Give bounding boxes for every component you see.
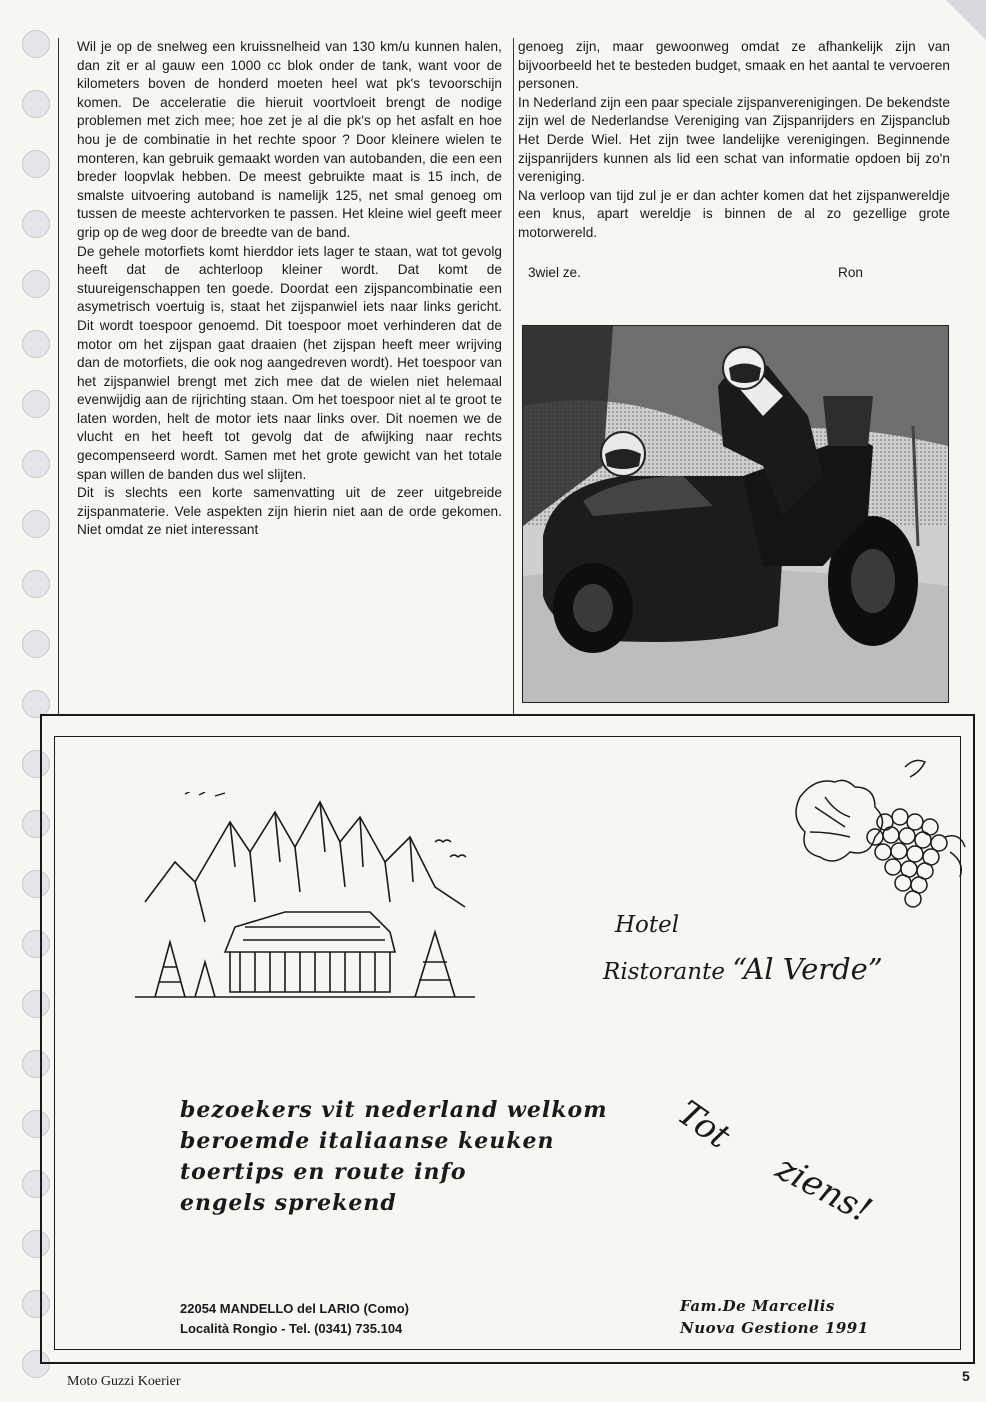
article-author: Ron — [838, 264, 863, 280]
owners-line: Nuova Gestione 1991 — [680, 1319, 869, 1337]
article-paragraph: Dit is slechts een korte samenvatting uit de zeer uitgebreide zijspanmaterie. Vele aspekten zijn hierin niet aan de orde gekomen. Niet omdat ze niet interessant — [77, 485, 502, 538]
photo-caption: 3wiel ze. — [528, 264, 581, 280]
punch-hole — [22, 90, 50, 118]
welcome-line: bezoekers vit nederland welkom — [180, 1097, 608, 1123]
advertisement-frame — [54, 736, 961, 1350]
address-line: Località Rongio - Tel. (0341) 735.104 — [180, 1321, 403, 1336]
hotel-owners — [680, 1295, 869, 1339]
article-paragraph: Na verloop van tijd zul je er dan achter komen dat het zijspanwereldje een knus, apart wereldje is binnen de al zo gezellige grote motorwereld. — [518, 187, 950, 240]
sidecar-photo-illustration — [523, 326, 948, 702]
article-paragraph: Wil je op de snelweg een kruissnelheid van 130 km/u kunnen halen, dan zit er al gauw een 1000 cc blok onder de tank, want voor de kilometers boven de honderd moeten heel wat pk's tevoorschijn komen. De acceleratie die hieruit voortvloeit brengt de nodige problemen met zich mee; hoe zet je al die pk's op het asfalt en hoe hou je de combinatie in het rechte spoor ? Door kleinere wielen te monteren, kan gebruik gemaakt worden van autobanden, die een een breder loopvlak hebben. De meest gebruikte maat is 15 inch, de smalste uitvoering autoband is namelijk 125, net smal genoeg om tussen de meeste achtervorken te passen. Het kleine wiel geeft meer grip op de weg door de breedte van de band. — [77, 39, 502, 240]
grapes-icon — [775, 737, 975, 937]
mountain-lodge-illustration — [135, 792, 475, 1002]
punch-hole — [22, 150, 50, 178]
owners-line: Fam.De Marcellis — [680, 1297, 835, 1315]
hotel-address — [180, 1299, 409, 1339]
article-paragraph: genoeg zijn, maar gewoonweg omdat ze afhankelijk zijn van bijvoorbeeld het te besteden budget, smaak en het aantal te vervoeren personen. — [518, 39, 950, 92]
punch-hole — [22, 570, 50, 598]
magazine-name: Moto Guzzi Koerier — [67, 1374, 181, 1389]
punch-hole — [22, 270, 50, 298]
article-paragraph: In Nederland zijn een paar speciale zijspanverenigingen. De bekendste zijn wel de Nederlandse Vereniging van Zijspanrijders en Zijspanclub Het Derde Wiel. Het zijn twee landelijke verenigingen. Beginnende zijspanrijders kunnen als lid een schat van informatie opdoen bij zo'n vereniging. — [518, 94, 950, 185]
page-corner-fold — [946, 0, 986, 40]
welcome-line: engels sprekend — [180, 1190, 397, 1216]
restaurant-title: “Al Verde” — [732, 952, 883, 986]
punch-hole — [22, 210, 50, 238]
restaurant-prefix: Ristorante — [603, 959, 725, 985]
punch-hole — [22, 630, 50, 658]
welcome-lines — [180, 1095, 607, 1219]
tot-ziens-slogan — [670, 1093, 973, 1263]
punch-hole — [22, 330, 50, 358]
slogan-word: ziens! — [769, 1148, 878, 1232]
page-number: 5 — [962, 1368, 970, 1384]
caption-row — [518, 265, 950, 287]
punch-hole — [22, 450, 50, 478]
welcome-line: toertips en route info — [180, 1159, 467, 1185]
punch-hole — [22, 390, 50, 418]
address-line: 22054 MANDELLO del LARIO (Como) — [180, 1301, 409, 1316]
welcome-line: beroemde italiaanse keuken — [180, 1128, 555, 1154]
article-paragraph: De gehele motorfiets komt hierddor iets lager te staan, wat tot gevolg heeft dat de achterloop kleiner wordt. Dat komt de stuureigenschappen ten goede. Doordat een zijspancombinatie een asymetrisch voertuig is, staat het zijspanwiel iets naar links gericht. Dit wordt toespoor genoemd. Dit toespoor moet verhinderen dat de motor om het zijspan gaat draaien (het zijspan heeft meer wrijving dan de motorfiets, die ook nog aangedreven wordt). Het toespoor van het zijspanwiel brengt met zich mee dat de wielen niet helemaal evenwijdig aan de rijrichting staan. Om het toespoor niet al te groot te laten worden, helt de motor iets naar links over. Dit noemen we de vlucht en het heeft tot gevolg dat de afwijking naar rechts gecompenseerd wordt. Samen met het grote gewicht van het totale span willen de banden dus wel slijten. — [77, 243, 502, 482]
hotel-label: Hotel — [615, 912, 680, 938]
hotel-advertisement — [40, 714, 975, 1364]
punch-hole — [22, 30, 50, 58]
restaurant-name — [603, 952, 883, 986]
punch-hole — [22, 510, 50, 538]
article-right-column — [518, 38, 950, 287]
slogan-word: Tot — [670, 1093, 738, 1157]
sidecar-photo — [522, 325, 949, 703]
article-left-column — [58, 38, 514, 714]
